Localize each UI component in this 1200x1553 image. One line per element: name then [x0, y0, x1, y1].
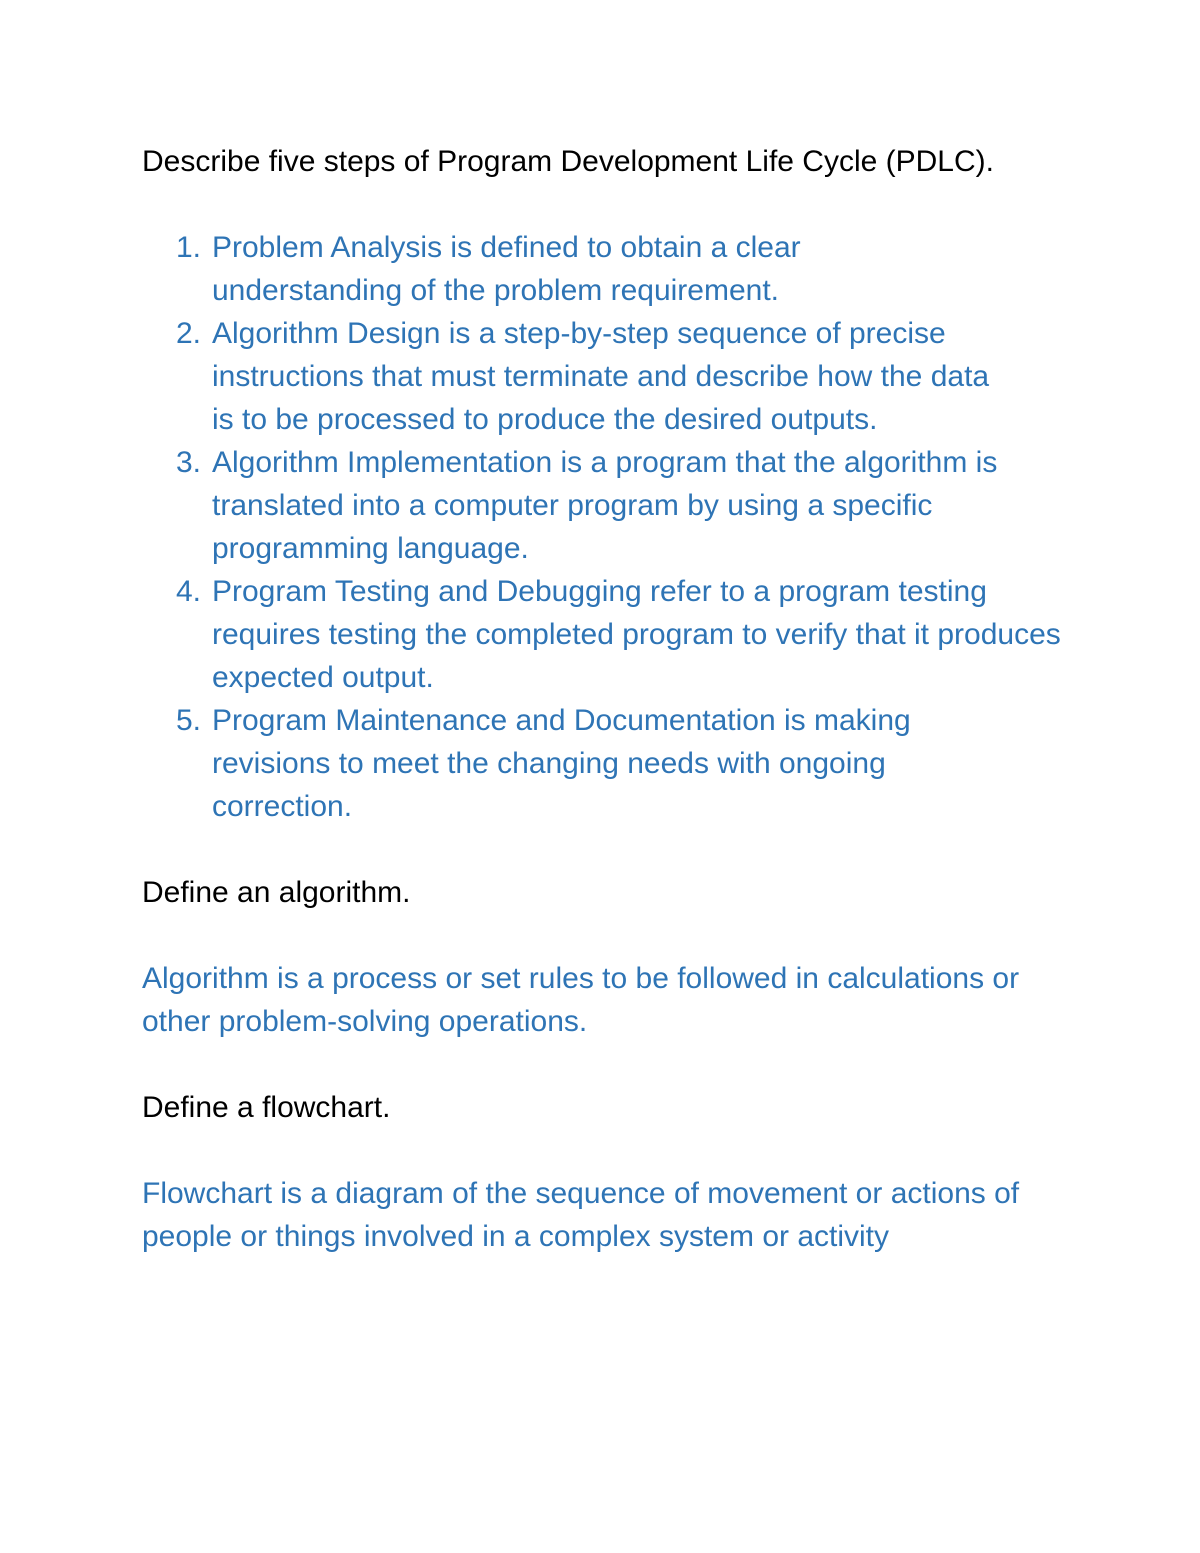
list-item [142, 226, 852, 312]
list-item [142, 699, 1022, 828]
document-content [142, 140, 1072, 1258]
list-item-text: Program Testing and Debugging refer to a program testing requires testing the completed program to verify that it produces expected output. [212, 575, 1061, 694]
list-item-number: 5. [176, 704, 202, 737]
spacer [142, 1129, 1072, 1172]
answer-flowchart: Flowchart is a diagram of the sequence of movement or actions of people or things involved in a complex system or activity [142, 1177, 1020, 1253]
question-pdlc: Describe five steps of Program Development Life Cycle (PDLC). [142, 145, 994, 178]
list-item-number: 3. [176, 446, 202, 479]
list-item [142, 441, 1062, 570]
list-item-text: Problem Analysis is defined to obtain a clear understanding of the problem requirement. [212, 231, 801, 307]
list-item-text: Algorithm Implementation is a program that the algorithm is translated into a computer program by using a specific programming language. [212, 446, 998, 565]
question-algorithm: Define an algorithm. [142, 876, 411, 909]
spacer [142, 1043, 1072, 1086]
list-item-number: 1. [176, 231, 202, 264]
answer-algorithm: Algorithm is a process or set rules to be followed in calculations or other problem-solving operations. [142, 962, 1020, 1038]
list-item-text: Algorithm Design is a step-by-step sequence of precise instructions that must terminate and describe how the data is to be processed to produce the desired outputs. [212, 317, 990, 436]
list-item-number: 4. [176, 575, 202, 608]
spacer [142, 914, 1072, 957]
spacer [142, 828, 1072, 871]
list-item [142, 570, 1062, 699]
list-item [142, 312, 1012, 441]
spacer [142, 183, 1072, 226]
list-item-text: Program Maintenance and Documentation is making revisions to meet the changing needs with ongoing correction. [212, 704, 911, 823]
pdlc-steps-list [142, 226, 1072, 828]
question-flowchart: Define a flowchart. [142, 1091, 391, 1124]
list-item-number: 2. [176, 317, 202, 350]
